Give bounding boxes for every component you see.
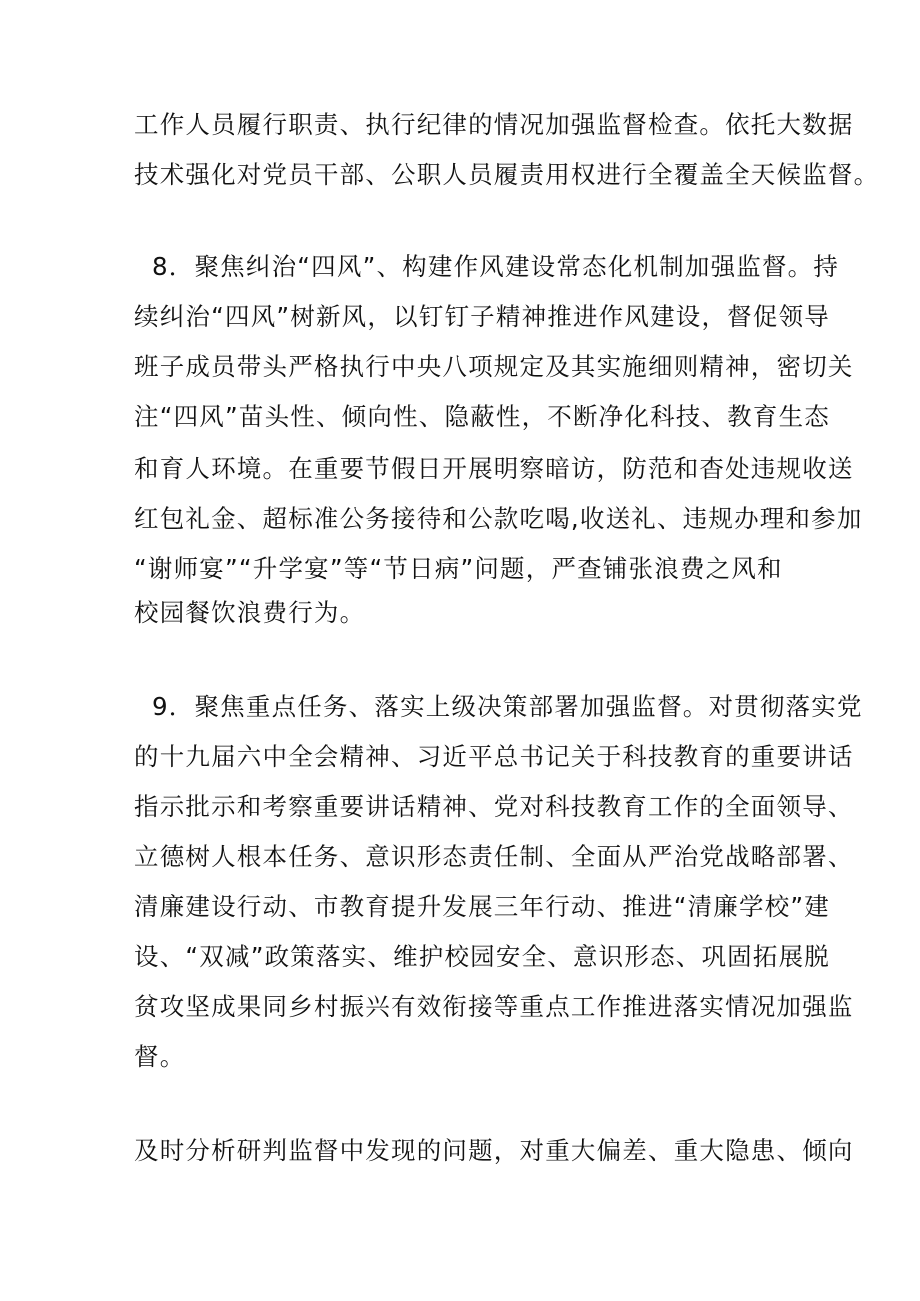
- text-line: 指示批示和考察重要讲话精神、党对科技教育工作的全面领导、: [134, 792, 854, 821]
- text-line: 立德树人根本任务、意识形态责任制、全面从严治党战略部署、: [134, 842, 854, 871]
- text-line: 续纠治“四风”树新风，以钉钉子精神推进作风建设，督促领导: [134, 302, 830, 331]
- text-line: 技术强化对党员干部、公职人员履责用权进行全覆盖全天候监督。: [134, 160, 880, 189]
- text-line: 校园餐饮浪费行为。: [134, 598, 366, 627]
- text-line: 注“四风”苗头性、倾向性、隐蔽性，不断净化科技、教育生态: [134, 402, 830, 431]
- text-line: 和育人环境。在重要节假日开展明察暗访，防范和杳处违规收送: [134, 454, 854, 483]
- text-line: 红包礼金、超标准公务接待和公款吃喝,收送礼、违规办理和参加: [134, 504, 863, 533]
- text-line: 设、“双减”政策落实、维护校园安全、意识形态、巩固拓展脱: [134, 942, 830, 971]
- text-line: 班子成员带头严格执行中央八项规定及其实施细则精神，密切关: [134, 352, 854, 381]
- text-line: 9．聚焦重点任务、落实上级决策部署加强监督。对贯彻落实党: [152, 692, 863, 721]
- text-line: 及时分析研判监督中发现的问题，对重大偏差、重大隐患、倾向: [134, 1136, 854, 1165]
- text-line: 的十九届六中全会精神、习近平总书记关于科技教育的重要讲话: [134, 742, 854, 771]
- text-line: 督。: [134, 1042, 186, 1071]
- text-line: 工作人员履行职责、执行纪律的情况加强监督检查。依托大数据: [134, 110, 854, 139]
- text-line: 8．聚焦纠治“四风”、构建作风建设常态化机制加强监督。持: [152, 252, 840, 281]
- text-line: 清廉建设行动、市教育提升发展三年行动、推进“清廉学校”建: [134, 892, 830, 921]
- text-line: “谢师宴”“升学宴”等“节日病”问题，严查铺张浪费之风和: [134, 554, 783, 583]
- text-line: 贫攻坚成果同乡村振兴有效衔接等重点工作推进落实情况加强监: [134, 992, 854, 1021]
